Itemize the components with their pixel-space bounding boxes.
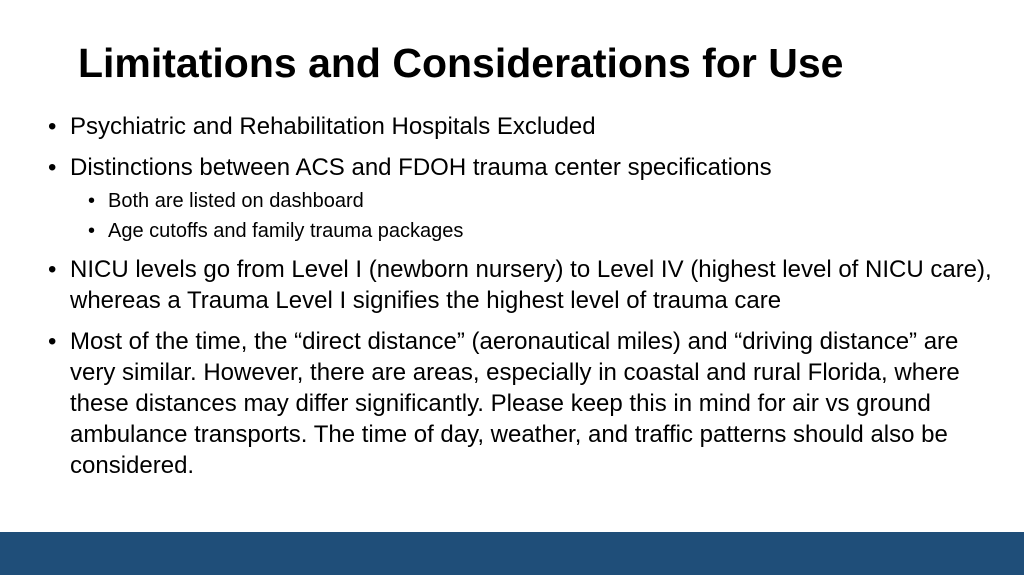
sub-bullet-text: Both are listed on dashboard — [108, 190, 364, 212]
bullet-item — [0, 152, 1024, 183]
sub-bullet-item — [0, 217, 1024, 246]
bullet-dot: • — [48, 328, 57, 355]
sub-bullet-text: Age cutoffs and family trauma packages — [108, 220, 464, 242]
bullet-text: NICU levels go from Level I (newborn nursery) to Level IV (highest level of NICU care), whereas a Trauma Level I signifies the highest level of trauma care — [70, 256, 992, 314]
footer-bar — [0, 532, 1024, 575]
sub-bullet-dot: • — [88, 220, 96, 242]
slide-title: Limitations and Considerations for Use — [78, 40, 844, 86]
bullet-text: Distinctions between ACS and FDOH trauma center specifications — [70, 154, 772, 181]
bullet-dot: • — [48, 113, 57, 140]
sub-bullet-item — [0, 187, 1024, 216]
bullet-list — [0, 111, 1024, 481]
bullet-item — [0, 111, 1024, 142]
bullet-item — [0, 326, 1024, 481]
bullet-dot: • — [48, 256, 57, 283]
bullet-text: Most of the time, the “direct distance” (aeronautical miles) and “driving distance” are very similar. However, there are areas, especially in coastal and rural Florida, where these distances may differ significantly. Please keep this in mind for air vs ground ambulance transports. The time of day, weather, and traffic patterns should also be considered. — [70, 328, 960, 479]
bullet-item — [0, 254, 1024, 316]
bullet-dot: • — [48, 154, 57, 181]
bullet-text: Psychiatric and Rehabilitation Hospitals Excluded — [70, 113, 596, 140]
sub-bullet-dot: • — [88, 190, 96, 212]
